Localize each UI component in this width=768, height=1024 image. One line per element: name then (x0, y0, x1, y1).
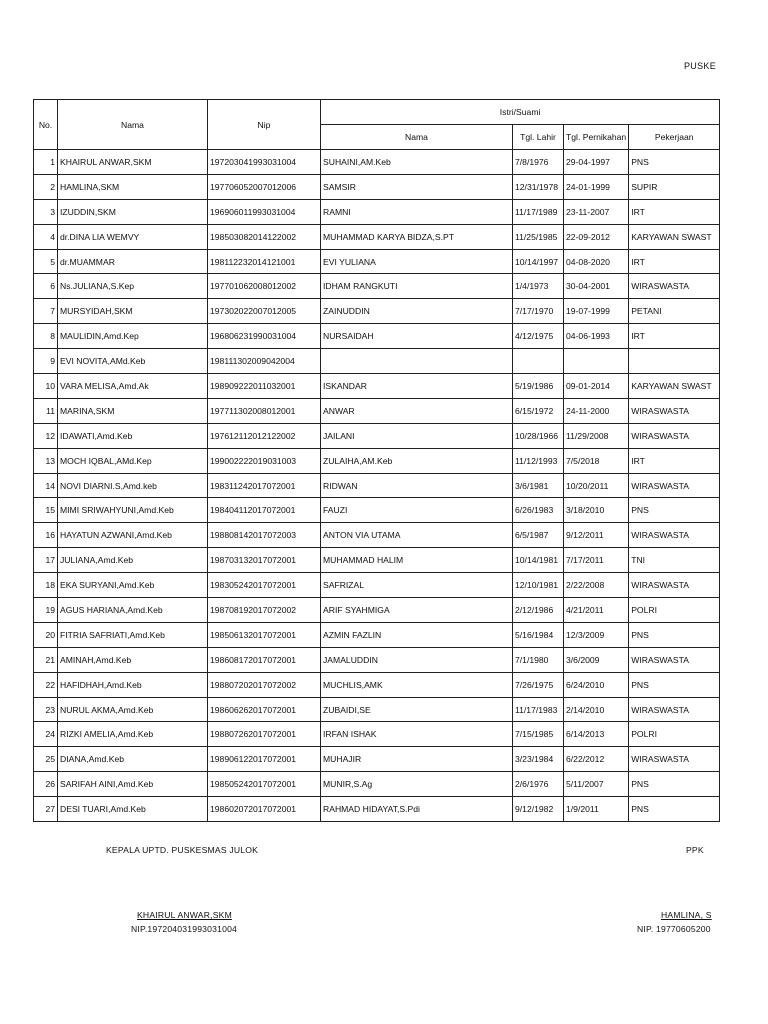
cell-tgl-lahir: 10/14/1997 (513, 249, 564, 274)
cell-spouse-nama: NURSAIDAH (321, 324, 513, 349)
cell-no: 15 (34, 498, 58, 523)
cell-nip: 199002222019031003 (208, 448, 321, 473)
cell-tgl-pernikahan: 22-09-2012 (564, 224, 629, 249)
cell-tgl-pernikahan: 4/21/2011 (564, 598, 629, 623)
cell-spouse-nama: JAMALUDDIN (321, 647, 513, 672)
cell-tgl-lahir: 7/17/1970 (513, 299, 564, 324)
cell-no: 3 (34, 199, 58, 224)
cell-tgl-pernikahan: 24-01-1999 (564, 174, 629, 199)
cell-spouse-nama: RIDWAN (321, 473, 513, 498)
cell-tgl-lahir: 5/16/1984 (513, 622, 564, 647)
cell-nama: HAFIDHAH,Amd.Keb (58, 672, 208, 697)
cell-no: 8 (34, 324, 58, 349)
cell-nip: 198708192017072002 (208, 598, 321, 623)
cell-tgl-pernikahan: 29-04-1997 (564, 150, 629, 175)
cell-pekerjaan: PNS (629, 150, 720, 175)
cell-pekerjaan: PNS (629, 498, 720, 523)
cell-no: 4 (34, 224, 58, 249)
page-title-fragment: PUSKE (684, 61, 717, 71)
cell-tgl-lahir: 9/12/1982 (513, 797, 564, 822)
cell-spouse-nama: SAMSIR (321, 174, 513, 199)
cell-nip: 198808142017072003 (208, 523, 321, 548)
cell-pekerjaan: WIRASWASTA (629, 697, 720, 722)
cell-pekerjaan: WIRASWASTA (629, 747, 720, 772)
cell-tgl-lahir: 11/17/1983 (513, 697, 564, 722)
cell-nip: 197711302008012001 (208, 398, 321, 423)
cell-nip: 198111302009042004 (208, 349, 321, 374)
cell-nama: AMINAH,Amd.Keb (58, 647, 208, 672)
header-istri-suami: Istri/Suami (321, 100, 720, 125)
cell-pekerjaan: WIRASWASTA (629, 573, 720, 598)
cell-no: 25 (34, 747, 58, 772)
cell-nama: AGUS HARIANA,Amd.Keb (58, 598, 208, 623)
cell-nama: DESI TUARI,Amd.Keb (58, 797, 208, 822)
cell-spouse-nama: ZAINUDDIN (321, 299, 513, 324)
cell-tgl-lahir (513, 349, 564, 374)
cell-tgl-lahir: 12/31/1978 (513, 174, 564, 199)
cell-tgl-lahir: 11/25/1985 (513, 224, 564, 249)
cell-tgl-lahir: 2/6/1976 (513, 772, 564, 797)
table-row (34, 647, 720, 672)
table-row (34, 722, 720, 747)
footer-left-title: KEPALA UPTD. PUSKESMAS JULOK (106, 845, 259, 855)
cell-no: 9 (34, 349, 58, 374)
cell-nip: 197701062008012002 (208, 274, 321, 299)
cell-tgl-lahir: 10/28/1966 (513, 423, 564, 448)
table-row (34, 224, 720, 249)
cell-nama: NOVI DIARNI.S,Amd.keb (58, 473, 208, 498)
cell-nip: 197612112012122002 (208, 423, 321, 448)
cell-no: 2 (34, 174, 58, 199)
cell-tgl-lahir: 12/10/1981 (513, 573, 564, 598)
cell-nama: KHAIRUL ANWAR,SKM (58, 150, 208, 175)
cell-spouse-nama: EVI YULIANA (321, 249, 513, 274)
cell-nip: 198807202017072002 (208, 672, 321, 697)
cell-no: 21 (34, 647, 58, 672)
cell-tgl-lahir: 6/5/1987 (513, 523, 564, 548)
cell-no: 10 (34, 374, 58, 399)
cell-no: 17 (34, 548, 58, 573)
cell-tgl-lahir: 7/8/1976 (513, 150, 564, 175)
cell-tgl-lahir: 10/14/1981 (513, 548, 564, 573)
cell-tgl-pernikahan: 9/12/2011 (564, 523, 629, 548)
cell-nip: 198909222011032001 (208, 374, 321, 399)
cell-tgl-lahir: 4/12/1975 (513, 324, 564, 349)
cell-spouse-nama: ANTON VIA UTAMA (321, 523, 513, 548)
cell-nip: 198505242017072001 (208, 772, 321, 797)
cell-nip: 198602072017072001 (208, 797, 321, 822)
cell-spouse-nama: RAMNI (321, 199, 513, 224)
cell-nama: MARINA,SKM (58, 398, 208, 423)
cell-nama: dr.DINA LIA WEMVY (58, 224, 208, 249)
cell-nama: FITRIA SAFRIATI,Amd.Keb (58, 622, 208, 647)
table-row (34, 598, 720, 623)
cell-tgl-pernikahan: 3/6/2009 (564, 647, 629, 672)
cell-nip: 198906122017072001 (208, 747, 321, 772)
cell-spouse-nama: JAILANI (321, 423, 513, 448)
cell-pekerjaan: SUPIR (629, 174, 720, 199)
table-row (34, 523, 720, 548)
table-row (34, 274, 720, 299)
cell-nama: SARIFAH AINI,Amd.Keb (58, 772, 208, 797)
cell-nama: JULIANA,Amd.Keb (58, 548, 208, 573)
cell-nip: 197302022007012005 (208, 299, 321, 324)
cell-nama: dr.MUAMMAR (58, 249, 208, 274)
header-nip: Nip (208, 100, 321, 150)
cell-nama: NURUL AKMA,Amd.Keb (58, 697, 208, 722)
table-row (34, 672, 720, 697)
cell-spouse-nama: ANWAR (321, 398, 513, 423)
table-row (34, 448, 720, 473)
cell-nama: DIANA,Amd.Keb (58, 747, 208, 772)
cell-pekerjaan: POLRI (629, 722, 720, 747)
cell-nip: 198608172017072001 (208, 647, 321, 672)
cell-nip: 197706052007012006 (208, 174, 321, 199)
cell-tgl-pernikahan: 6/22/2012 (564, 747, 629, 772)
cell-nip: 198506132017072001 (208, 622, 321, 647)
cell-tgl-pernikahan: 04-06-1993 (564, 324, 629, 349)
cell-no: 26 (34, 772, 58, 797)
cell-nip: 197203041993031004 (208, 150, 321, 175)
cell-no: 1 (34, 150, 58, 175)
cell-spouse-nama: IDHAM RANGKUTI (321, 274, 513, 299)
cell-tgl-lahir: 7/15/1985 (513, 722, 564, 747)
cell-nip: 198503082014122002 (208, 224, 321, 249)
header-pekerjaan: Pekerjaan (629, 125, 720, 150)
table-row (34, 473, 720, 498)
cell-tgl-pernikahan: 1/9/2011 (564, 797, 629, 822)
cell-pekerjaan: WIRASWASTA (629, 274, 720, 299)
cell-nama: IZUDDIN,SKM (58, 199, 208, 224)
cell-spouse-nama: RAHMAD HIDAYAT,S.Pdi (321, 797, 513, 822)
table-row (34, 299, 720, 324)
cell-tgl-pernikahan: 11/29/2008 (564, 423, 629, 448)
cell-spouse-nama: ZULAIHA,AM.Keb (321, 448, 513, 473)
cell-no: 24 (34, 722, 58, 747)
cell-nama: HAMLINA,SKM (58, 174, 208, 199)
table-row (34, 697, 720, 722)
cell-nama: Ns.JULIANA,S.Kep (58, 274, 208, 299)
cell-nama: RIZKI AMELIA,Amd.Keb (58, 722, 208, 747)
cell-pekerjaan: IRT (629, 448, 720, 473)
cell-no: 23 (34, 697, 58, 722)
table-row (34, 573, 720, 598)
footer-left-signatory-nip: NIP.197204031993031004 (131, 924, 238, 934)
header-spouse-nama: Nama (321, 125, 513, 150)
cell-tgl-pernikahan: 6/24/2010 (564, 672, 629, 697)
cell-tgl-lahir: 3/23/1984 (513, 747, 564, 772)
cell-spouse-nama: ISKANDAR (321, 374, 513, 399)
table-row (34, 199, 720, 224)
table-row (34, 374, 720, 399)
cell-spouse-nama: MUNIR,S.Ag (321, 772, 513, 797)
cell-pekerjaan: PNS (629, 672, 720, 697)
cell-no: 5 (34, 249, 58, 274)
cell-nama: MURSYIDAH,SKM (58, 299, 208, 324)
footer-left-signatory-name: KHAIRUL ANWAR,SKM (137, 910, 232, 920)
cell-tgl-lahir: 3/6/1981 (513, 473, 564, 498)
cell-tgl-pernikahan: 3/18/2010 (564, 498, 629, 523)
cell-no: 22 (34, 672, 58, 697)
cell-nip: 198404112017072001 (208, 498, 321, 523)
cell-tgl-lahir: 5/19/1986 (513, 374, 564, 399)
table-row (34, 423, 720, 448)
cell-pekerjaan: PETANI (629, 299, 720, 324)
cell-spouse-nama: SAFRIZAL (321, 573, 513, 598)
cell-tgl-pernikahan: 6/14/2013 (564, 722, 629, 747)
cell-tgl-pernikahan: 10/20/2011 (564, 473, 629, 498)
cell-tgl-lahir: 2/12/1986 (513, 598, 564, 623)
cell-spouse-nama: SUHAINI,AM.Keb (321, 150, 513, 175)
table-row (34, 548, 720, 573)
table-row (34, 324, 720, 349)
cell-pekerjaan: POLRI (629, 598, 720, 623)
cell-no: 11 (34, 398, 58, 423)
cell-nip: 198807262017072001 (208, 722, 321, 747)
cell-no: 6 (34, 274, 58, 299)
cell-spouse-nama: MUHAMMAD KARYA BIDZA,S.PT (321, 224, 513, 249)
footer-right-title: PPK (686, 845, 704, 855)
cell-tgl-pernikahan: 7/5/2018 (564, 448, 629, 473)
cell-tgl-pernikahan (564, 349, 629, 374)
table-row (34, 747, 720, 772)
cell-nama: MAULIDIN,Amd.Kep (58, 324, 208, 349)
cell-nip: 198311242017072001 (208, 473, 321, 498)
cell-spouse-nama: MUCHLIS,AMK (321, 672, 513, 697)
cell-no: 7 (34, 299, 58, 324)
table-row (34, 349, 720, 374)
cell-nama: MIMI SRIWAHYUNI,Amd.Keb (58, 498, 208, 523)
cell-no: 27 (34, 797, 58, 822)
cell-tgl-lahir: 6/26/1983 (513, 498, 564, 523)
employee-spouse-table (33, 99, 720, 822)
cell-no: 12 (34, 423, 58, 448)
header-no: No. (34, 100, 58, 150)
cell-tgl-pernikahan: 23-11-2007 (564, 199, 629, 224)
cell-pekerjaan: PNS (629, 772, 720, 797)
cell-pekerjaan: PNS (629, 797, 720, 822)
cell-tgl-pernikahan: 19-07-1999 (564, 299, 629, 324)
cell-nama: VARA MELISA,Amd.Ak (58, 374, 208, 399)
cell-pekerjaan: WIRASWASTA (629, 523, 720, 548)
cell-pekerjaan: IRT (629, 324, 720, 349)
cell-pekerjaan: TNI (629, 548, 720, 573)
cell-tgl-pernikahan: 2/22/2008 (564, 573, 629, 598)
cell-nip: 198112232014121001 (208, 249, 321, 274)
cell-no: 14 (34, 473, 58, 498)
cell-spouse-nama: MUHAMMAD HALIM (321, 548, 513, 573)
cell-nip: 198606262017072001 (208, 697, 321, 722)
cell-tgl-lahir: 7/1/1980 (513, 647, 564, 672)
header-tgl-lahir: Tgl. Lahir (513, 125, 564, 150)
cell-pekerjaan: PNS (629, 622, 720, 647)
cell-pekerjaan: IRT (629, 249, 720, 274)
cell-pekerjaan: KARYAWAN SWAST (629, 374, 720, 399)
cell-nama: EVI NOVITA,AMd.Keb (58, 349, 208, 374)
cell-nama: HAYATUN AZWANI,Amd.Keb (58, 523, 208, 548)
cell-spouse-nama: FAUZI (321, 498, 513, 523)
cell-pekerjaan: WIRASWASTA (629, 647, 720, 672)
cell-pekerjaan (629, 349, 720, 374)
cell-tgl-lahir: 6/15/1972 (513, 398, 564, 423)
table-row (34, 150, 720, 175)
cell-tgl-pernikahan: 09-01-2014 (564, 374, 629, 399)
cell-nama: MOCH IQBAL,AMd.Kep (58, 448, 208, 473)
cell-nama: IDAWATI,Amd.Keb (58, 423, 208, 448)
header-nama: Nama (58, 100, 208, 150)
cell-pekerjaan: KARYAWAN SWAST (629, 224, 720, 249)
cell-tgl-lahir: 11/17/1989 (513, 199, 564, 224)
cell-tgl-lahir: 7/26/1975 (513, 672, 564, 697)
cell-pekerjaan: WIRASWASTA (629, 398, 720, 423)
cell-spouse-nama (321, 349, 513, 374)
cell-tgl-pernikahan: 24-11-2000 (564, 398, 629, 423)
cell-no: 20 (34, 622, 58, 647)
cell-nip: 198703132017072001 (208, 548, 321, 573)
cell-tgl-pernikahan: 5/11/2007 (564, 772, 629, 797)
cell-pekerjaan: WIRASWASTA (629, 473, 720, 498)
cell-no: 19 (34, 598, 58, 623)
cell-nip: 196906011993031004 (208, 199, 321, 224)
cell-pekerjaan: IRT (629, 199, 720, 224)
table-row (34, 174, 720, 199)
cell-tgl-pernikahan: 30-04-2001 (564, 274, 629, 299)
table-row (34, 622, 720, 647)
footer-right-signatory-nip: NIP. 19770605200 (637, 924, 711, 934)
cell-nip: 198305242017072001 (208, 573, 321, 598)
cell-nip: 196806231990031004 (208, 324, 321, 349)
cell-tgl-pernikahan: 04-08-2020 (564, 249, 629, 274)
header-tgl-pernikahan: Tgl. Pernikahan (564, 125, 629, 150)
cell-spouse-nama: AZMIN FAZLIN (321, 622, 513, 647)
cell-no: 16 (34, 523, 58, 548)
cell-spouse-nama: ZUBAIDI,SE (321, 697, 513, 722)
cell-tgl-pernikahan: 7/17/2011 (564, 548, 629, 573)
table-row (34, 797, 720, 822)
table-row (34, 772, 720, 797)
cell-spouse-nama: MUHAJIR (321, 747, 513, 772)
table-row (34, 249, 720, 274)
cell-tgl-pernikahan: 2/14/2010 (564, 697, 629, 722)
cell-no: 18 (34, 573, 58, 598)
cell-pekerjaan: WIRASWASTA (629, 423, 720, 448)
cell-spouse-nama: IRFAN ISHAK (321, 722, 513, 747)
table-row (34, 398, 720, 423)
cell-tgl-lahir: 11/12/1993 (513, 448, 564, 473)
footer-right-signatory-name: HAMLINA, S (661, 910, 712, 920)
cell-spouse-nama: ARIF SYAHMIGA (321, 598, 513, 623)
cell-no: 13 (34, 448, 58, 473)
cell-tgl-lahir: 1/4/1973 (513, 274, 564, 299)
cell-nama: EKA SURYANI,Amd.Keb (58, 573, 208, 598)
table-body (34, 150, 720, 822)
cell-tgl-pernikahan: 12/3/2009 (564, 622, 629, 647)
table-row (34, 498, 720, 523)
